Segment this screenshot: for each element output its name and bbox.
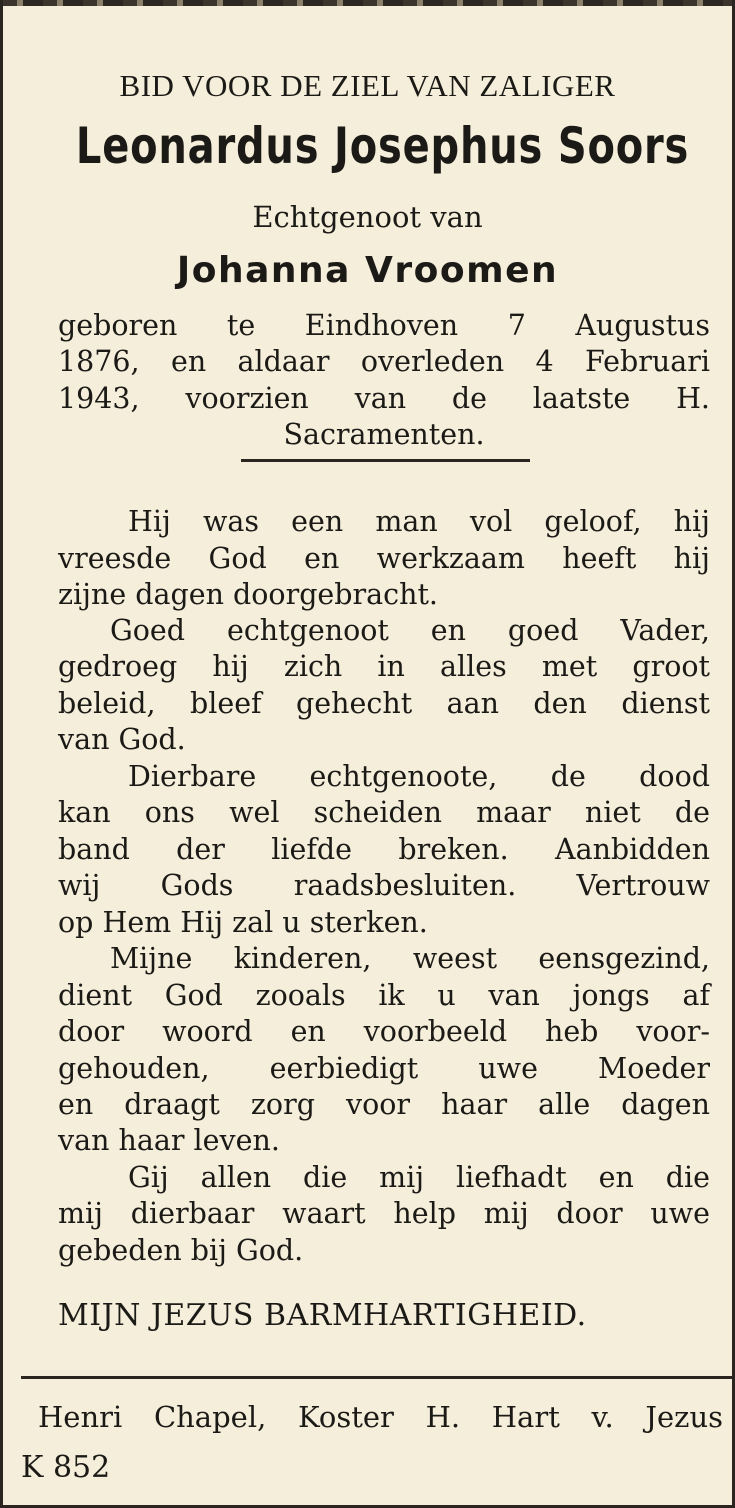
body-line: gehouden, eerbiedigt uwe Moeder <box>58 1052 710 1085</box>
intro-heading: BID VOOR DE ZIEL VAN ZALIGER <box>119 68 616 103</box>
deceased-name: Leonardus Josephus Soors <box>75 117 690 175</box>
birth-line: 1876, en aldaar overleden 4 Februari <box>58 345 710 378</box>
body-line: Mijne kinderen, weest eensgezind, <box>110 942 710 975</box>
divider <box>21 1376 733 1379</box>
body-line: dient God zooals ik u van jongs af <box>58 979 710 1012</box>
body-line: zijne dagen doorgebracht. <box>58 578 438 611</box>
printer-credit: Henri Chapel, Koster H. Hart v. Jezus <box>38 1400 723 1434</box>
body-line: van God. <box>58 723 186 756</box>
torn-top-edge <box>3 0 732 6</box>
closing-prayer: MIJN JEZUS BARMHARTIGHEID. <box>58 1298 587 1333</box>
spouse-label: Echtgenoot van <box>252 200 483 234</box>
body-line: op Hem Hij zal u sterken. <box>58 906 428 939</box>
birth-line: Sacramenten. <box>283 418 485 451</box>
spouse-name: Johanna Vroomen <box>176 250 559 291</box>
birth-line: geboren te Eindhoven 7 Augustus <box>58 309 710 342</box>
body-line: van haar leven. <box>58 1124 280 1157</box>
body-line: gedroeg hij zich in alles met groot <box>58 650 710 683</box>
card-code: K 852 <box>21 1450 111 1485</box>
body-line: beleid, bleef gehecht aan den dienst <box>58 687 710 720</box>
body-line: gebeden bij God. <box>58 1234 304 1267</box>
body-line: Goed echtgenoot en goed Vader, <box>110 614 710 647</box>
birth-line: 1943, voorzien van de laatste H. <box>58 382 710 415</box>
body-line: vreesde God en werkzaam heeft hij <box>58 542 710 575</box>
body-line: Hij was een man vol geloof, hij <box>128 505 710 538</box>
body-line: kan ons wel scheiden maar niet de <box>58 796 710 829</box>
body-line: Gij allen die mij liefhadt en die <box>128 1161 710 1194</box>
body-line: door woord en voorbeeld heb voor- <box>58 1015 710 1048</box>
divider <box>241 459 530 462</box>
body-line: en draagt zorg voor haar alle dagen <box>58 1088 710 1121</box>
body-line: Dierbare echtgenoote, de dood <box>128 760 710 793</box>
body-line: band der liefde breken. Aanbidden <box>58 833 710 866</box>
body-line: mij dierbaar waart help mij door uwe <box>58 1197 710 1230</box>
body-line: wij Gods raadsbesluiten. Vertrouw <box>58 869 710 902</box>
